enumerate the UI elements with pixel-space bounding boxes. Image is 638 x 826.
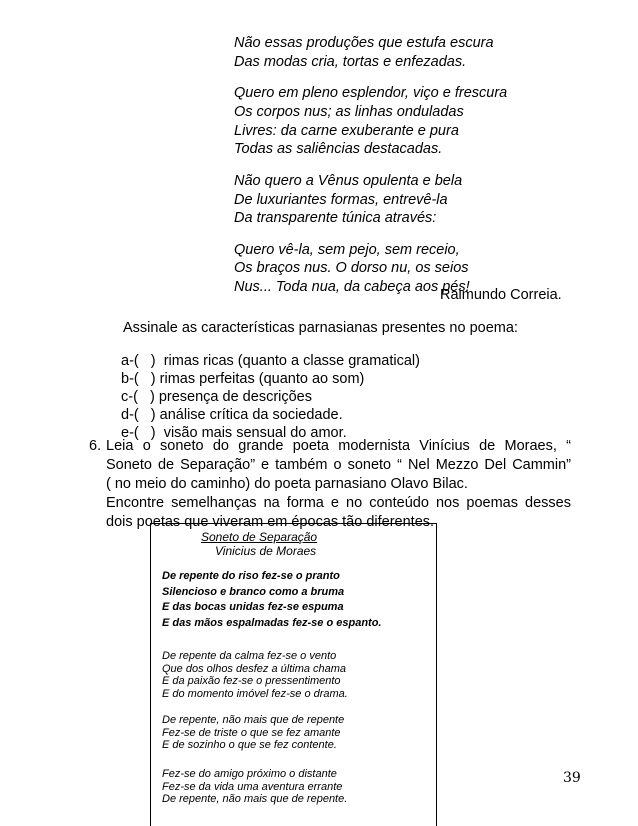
sonnet-line: De repente do riso fez-se o pranto: [162, 570, 340, 582]
question-line: Soneto de Separação” e também o soneto “ Nel Mezzo Del Cammin”: [106, 457, 571, 473]
poem-line: Os corpos nus; as linhas onduladas: [234, 103, 464, 120]
poem-line: Da transparente túnica através:: [234, 210, 437, 227]
sonnet-line: Fez-se da vida uma aventura errante: [162, 780, 343, 793]
poem-stanza-2: [234, 84, 594, 159]
poem-line: Livres: da carne exuberante e pura: [234, 122, 459, 139]
question-6: [89, 437, 571, 532]
sonnet-stanza-2: [162, 650, 348, 700]
question-line: ( no meio do caminho) do poeta parnasiano Olavo Bilac.: [106, 476, 468, 492]
sonnet-title: Soneto de Separação: [201, 530, 318, 544]
sonnet-line: Silencioso e branco como a bruma: [162, 585, 345, 598]
option-a: a-( ) rimas ricas (quanto a classe gramatical): [121, 353, 420, 369]
sonnet-line: E das bocas unidas fez-se espuma: [162, 601, 344, 613]
sonnet-stanza-4: [162, 768, 347, 806]
option-c: c-( ) presença de descrições: [121, 389, 312, 405]
options-list: [121, 352, 420, 442]
sonnet-line: De repente, não mais que de repente.: [162, 793, 348, 805]
instruction: Assinale as características parnasianas presentes no poema:: [123, 320, 518, 336]
sonnet-author: Vinicius de Moraes: [215, 544, 317, 558]
poem-line: Não quero a Vênus opulenta e bela: [234, 172, 463, 189]
option-d: d-( ) análise crítica da sociedade.: [121, 407, 343, 423]
sonnet-line: Que dos olhos desfez a última chama: [162, 662, 347, 675]
poem-author: Raimundo Correia.: [440, 287, 562, 303]
question-number: 6.: [89, 438, 102, 454]
sonnet-box: [150, 523, 437, 826]
sonnet-line: De repente, não mais que de repente: [162, 714, 345, 726]
sonnet-stanza-3: [162, 714, 344, 752]
question-line: Encontre semelhanças na forma e no conteúdo nos poemas desses: [106, 495, 571, 511]
question-line: Leia o soneto do grande poeta modernista Vinícius de Moraes, “: [106, 438, 571, 454]
question-line: dois poetas que viveram em épocas tão diferentes.: [106, 514, 435, 530]
option-e: e-( ) visão mais sensual do amor.: [121, 425, 347, 441]
sonnet-line: Fez-se do amigo próximo o distante: [162, 768, 337, 780]
sonnet-line: Fez-se de triste o que se fez amante: [162, 726, 341, 739]
sonnet-line: E do momento imóvel fez-se o drama.: [162, 687, 348, 700]
poem-line: Quero vê-la, sem pejo, sem receio,: [234, 241, 460, 258]
poem-line: Nus... Toda nua, da cabeça aos pés!: [234, 279, 470, 296]
poem-line: Os braços nus. O dorso nu, os seios: [234, 260, 469, 277]
question-text: [106, 437, 571, 532]
sonnet-line: E da paixão fez-se o pressentimento: [162, 675, 341, 687]
poem-stanza-3: [234, 172, 594, 228]
sonnet-line: De repente da calma fez-se o vento: [162, 650, 337, 662]
poem-line: De luxuriantes formas, entrevê-la: [234, 191, 448, 208]
poem: [234, 34, 594, 310]
sonnet-stanza-1: [162, 569, 381, 631]
option-b: b-( ) rimas perfeitas (quanto ao som): [121, 371, 365, 387]
poem-line: Todas as saliências destacadas.: [234, 141, 443, 158]
poem-line: Quero em pleno esplendor, viço e frescura: [234, 85, 508, 102]
poem-stanza-1: [234, 34, 594, 72]
sonnet-line: E de sozinho o que se fez contente.: [162, 739, 337, 751]
page-number: 39: [563, 770, 581, 786]
poem-line: Não essas produções que estufa escura: [234, 35, 494, 51]
sonnet-line: E das mãos espalmadas fez-se o espanto.: [162, 616, 382, 629]
poem-line: Das modas cria, tortas e enfezadas.: [234, 53, 467, 70]
